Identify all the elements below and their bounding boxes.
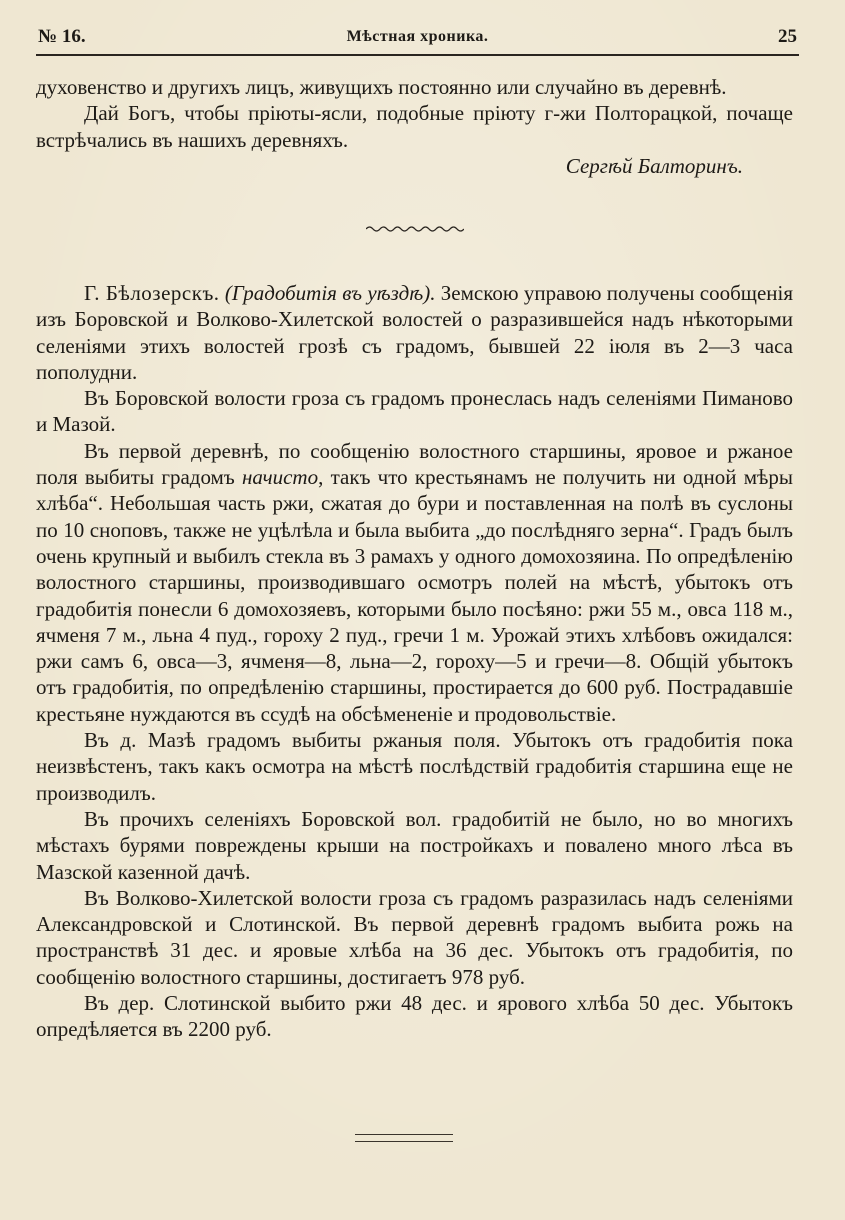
emphasis-word: начисто <box>241 465 319 490</box>
article-paragraph-3 <box>36 438 793 727</box>
article-paragraph-6: Въ Волково-Хилетской волости гроза съ градомъ разразилась надъ селеніями Александровской и Слотинской. Въ первой деревнѣ градомъ выбита рожь на пространствѣ 31 дес. и яровые хлѣба на 36 дес. Убытокъ отъ градобитія, по сообщенію волостного старшины, достигаетъ 978 руб. <box>36 885 793 989</box>
article-paragraph-3-a: Въ первой деревнѣ, по сообщенію волостного старшины, яровое и ржаное поля выбиты градомъ <box>36 438 793 490</box>
end-double-rule <box>355 1134 453 1142</box>
article-block <box>36 280 793 1043</box>
signature: Сергѣй Балторинъ. <box>565 153 743 178</box>
running-header <box>38 26 797 52</box>
header-rule <box>36 54 799 56</box>
issue-number: № 16. <box>38 26 86 47</box>
article-paragraph-1 <box>36 280 793 385</box>
page-number: 25 <box>778 26 797 47</box>
article-paragraph-1-text: Земскою управою получены сообщенія изъ Боровской и Волково-Хилетской волостей о разразившейся надъ нѣкоторыми селеніями этихъ волостей грозѣ съ градомъ, бывшей 22 іюля въ 2—3 часа пополудни. <box>36 281 793 384</box>
article-paragraph-2: Въ Боровской волости гроза съ градомъ пронеслась надъ селеніями Пиманово и Мазой. <box>36 386 793 437</box>
article-subtitle: (Градобитія въ уѣздѣ). <box>224 281 436 305</box>
wavy-divider <box>366 224 464 234</box>
intro-paragraph-1: духовенство и другихъ лицъ, живущихъ постоянно или случайно въ деревнѣ. <box>36 75 727 99</box>
intro-paragraph-2: Дай Богъ, чтобы пріюты-ясли, подобные пріюту г-жи Полторацкой, почаще встрѣчались въ нашихъ деревняхъ. <box>36 101 793 152</box>
article-place: Г. Бѣлозерскъ. <box>84 281 220 305</box>
article-paragraph-7: Въ дер. Слотинской выбито ржи 48 дес. и ярового хлѣба 50 дес. Убытокъ опредѣляется въ 2200 руб. <box>36 991 793 1042</box>
article-paragraph-3-b: , такъ что крестьянамъ не получить ни одной мѣры хлѣба“. Небольшая часть ржи, сжатая до бури и поставленная на полѣ въ суслоны по 10 сноповъ, также не уцѣлѣла и была выбита „до послѣдняго зерна“. Градъ былъ очень крупный и выбилъ стекла въ 3 рамахъ у одного домохозяина. По опредѣленію волостного старшины, производившаго осмотръ полей на мѣстѣ, убытокъ отъ градобитія понесли 6 домохозяевъ, которыми было посѣяно: ржи 55 м., овса 118 м., ячменя 7 м., льна 4 пуд., гороху 2 пуд., гречи 1 м. Урожай этихъ хлѣбовъ ожидался: ржи самъ 6, овса—3, ячменя—8, льна—2, гороху—5 и гречи—8. Общій убытокъ отъ градобитія, по опредѣленію старшины, простирается до 600 руб. Пострадавшіе крестьяне нуждаются въ ссудѣ на обсѣмененіе и продовольствіе. <box>36 465 794 726</box>
intro-block <box>36 74 793 179</box>
article-paragraph-4: Въ д. Мазѣ градомъ выбиты ржаныя поля. Убытокъ отъ градобитія пока неизвѣстенъ, такъ какъ осмотра на мѣстѣ послѣдствій градобитія старшина еще не производилъ. <box>36 728 793 805</box>
section-heading: Мѣстная хроника. <box>346 28 489 45</box>
article-paragraph-5: Въ прочихъ селеніяхъ Боровской вол. градобитій не было, но во многихъ мѣстахъ бурями повреждены крыши на постройкахъ и повалено много лѣса въ Мазской казенной дачѣ. <box>36 806 793 884</box>
